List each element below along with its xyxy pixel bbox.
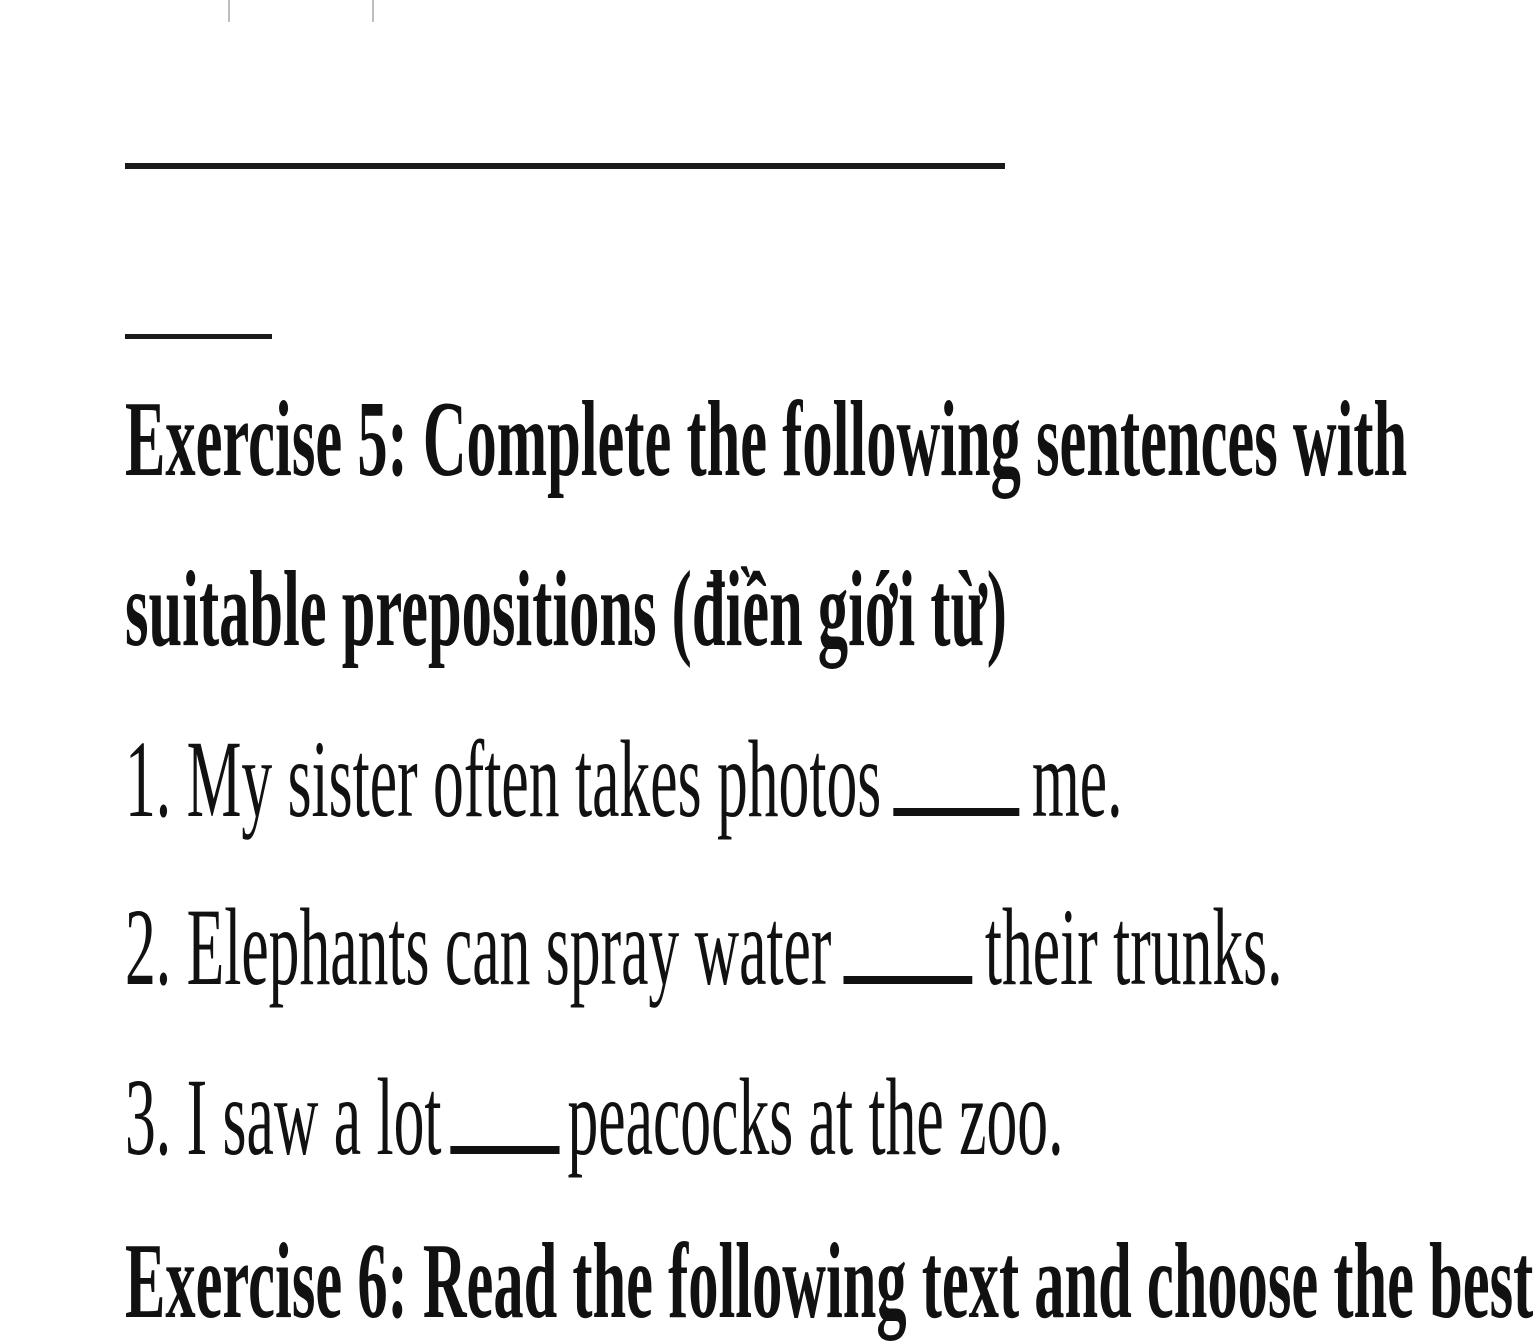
sentence-1-after: me. bbox=[1031, 718, 1123, 840]
sentence-1-before: 1. My sister often takes photos bbox=[125, 718, 882, 840]
sentence-3-before: 3. I saw a lot bbox=[125, 1056, 442, 1178]
sentence-3-after: peacocks at the zoo. bbox=[567, 1056, 1064, 1178]
exercise5-heading-line2: suitable prepositions (điền giới từ) bbox=[125, 550, 1007, 669]
sentence-2-before: 2. Elephants can spray water bbox=[125, 886, 832, 1008]
answer-blank-2 bbox=[844, 976, 973, 984]
sentence-3 bbox=[125, 1056, 1064, 1178]
top-edge-mark bbox=[372, 0, 374, 22]
short-rule bbox=[125, 334, 272, 339]
horizontal-rule bbox=[125, 163, 1005, 169]
sentence-1 bbox=[125, 718, 1123, 840]
exercise6-heading-partial: Exercise 6: Read the following text and choose the best bbox=[125, 1222, 1533, 1341]
exercise5-heading-line1: Exercise 5: Complete the following sentences with bbox=[125, 380, 1408, 499]
answer-blank-3 bbox=[450, 1146, 559, 1154]
sentence-2 bbox=[125, 886, 1283, 1008]
top-edge-mark bbox=[228, 0, 230, 22]
sentence-2-after: their trunks. bbox=[984, 886, 1283, 1008]
answer-blank-1 bbox=[894, 808, 1020, 816]
